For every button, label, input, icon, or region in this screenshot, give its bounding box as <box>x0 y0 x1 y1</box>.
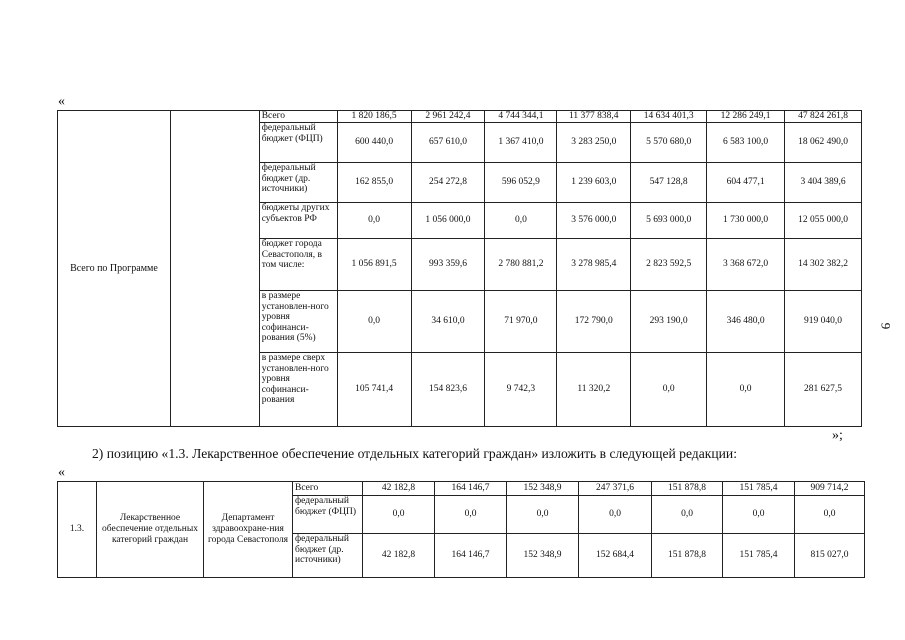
value-cell: 34 610,0 <box>411 291 485 353</box>
value-cell: 0,0 <box>723 496 795 534</box>
position-name: Лекарственное обеспечение отдельных категорий граждан <box>97 482 204 578</box>
amendment-caption: 2) позицию «1.3. Лекарственное обеспечение отдельных категорий граждан» изложить в следующей редакции: <box>92 446 737 461</box>
value-cell: 1 056 891,5 <box>337 239 411 291</box>
value-cell: 0,0 <box>707 353 785 427</box>
value-cell: 604 477,1 <box>707 163 785 203</box>
program-label-cell: Всего по Программе <box>58 111 171 427</box>
value-cell: 3 278 985,4 <box>557 239 631 291</box>
value-cell: 151 878,8 <box>652 482 723 496</box>
value-cell: 11 320,2 <box>557 353 631 427</box>
value-cell: 18 062 490,0 <box>785 123 862 163</box>
row-label: в размере установлен-ного уровня софинанси-рования (5%) <box>259 291 337 353</box>
value-cell: 9 742,3 <box>485 353 557 427</box>
value-cell: 6 583 100,0 <box>707 123 785 163</box>
value-cell: 919 040,0 <box>785 291 862 353</box>
value-cell: 247 371,6 <box>579 482 652 496</box>
close-quote: »; <box>832 428 843 443</box>
row-label: Всего <box>293 482 363 496</box>
page-number: 9 <box>878 322 894 330</box>
value-cell: 152 348,9 <box>507 482 579 496</box>
value-cell: 151 785,4 <box>723 482 795 496</box>
value-cell: 3 368 672,0 <box>707 239 785 291</box>
table-row <box>58 482 865 496</box>
value-cell: 2 780 881,2 <box>485 239 557 291</box>
value-cell: 42 182,8 <box>363 534 435 578</box>
program-total-table <box>57 110 862 427</box>
value-cell: 0,0 <box>435 496 507 534</box>
empty-cell <box>170 111 259 427</box>
value-cell: 154 823,6 <box>411 353 485 427</box>
value-cell: 3 404 389,6 <box>785 163 862 203</box>
value-cell: 3 283 250,0 <box>557 123 631 163</box>
value-cell: 254 272,8 <box>411 163 485 203</box>
value-cell: 293 190,0 <box>631 291 707 353</box>
value-cell: 151 878,8 <box>652 534 723 578</box>
value-cell: 547 128,8 <box>631 163 707 203</box>
value-cell: 0,0 <box>652 496 723 534</box>
row-label: федеральный бюджет (ФЦП) <box>259 123 337 163</box>
value-cell: 993 359,6 <box>411 239 485 291</box>
value-cell: 172 790,0 <box>557 291 631 353</box>
value-cell: 0,0 <box>579 496 652 534</box>
value-cell: 1 056 000,0 <box>411 203 485 239</box>
value-cell: 152 684,4 <box>579 534 652 578</box>
row-label: в размере сверх установлен-ного уровня софинанси-рования <box>259 353 337 427</box>
value-cell: 909 714,2 <box>795 482 865 496</box>
value-cell: 0,0 <box>631 353 707 427</box>
value-cell: 2 961 242,4 <box>411 111 485 123</box>
value-cell: 281 627,5 <box>785 353 862 427</box>
value-cell: 600 440,0 <box>337 123 411 163</box>
value-cell: 596 052,9 <box>485 163 557 203</box>
open-quote: « <box>58 94 65 109</box>
value-cell: 11 377 838,4 <box>557 111 631 123</box>
executor-cell: Департамент здравоохране-ния города Севастополя <box>204 482 293 578</box>
value-cell: 1 820 186,5 <box>337 111 411 123</box>
value-cell: 14 302 382,2 <box>785 239 862 291</box>
value-cell: 0,0 <box>337 203 411 239</box>
value-cell: 1 239 603,0 <box>557 163 631 203</box>
value-cell: 164 146,7 <box>435 482 507 496</box>
row-label: федеральный бюджет (ФЦП) <box>293 496 363 534</box>
row-label: бюджет города Севастополя, в том числе: <box>259 239 337 291</box>
value-cell: 0,0 <box>363 496 435 534</box>
value-cell: 5 693 000,0 <box>631 203 707 239</box>
value-cell: 14 634 401,3 <box>631 111 707 123</box>
table-row <box>58 111 862 123</box>
value-cell: 12 286 249,1 <box>707 111 785 123</box>
value-cell: 346 480,0 <box>707 291 785 353</box>
value-cell: 815 027,0 <box>795 534 865 578</box>
value-cell: 0,0 <box>795 496 865 534</box>
position-number: 1.3. <box>58 482 97 578</box>
value-cell: 0,0 <box>337 291 411 353</box>
row-label: бюджеты других субъектов РФ <box>259 203 337 239</box>
medication-supply-table <box>57 481 865 578</box>
value-cell: 4 744 344,1 <box>485 111 557 123</box>
value-cell: 47 824 261,8 <box>785 111 862 123</box>
value-cell: 151 785,4 <box>723 534 795 578</box>
row-label: федеральный бюджет (др. источники) <box>293 534 363 578</box>
value-cell: 5 570 680,0 <box>631 123 707 163</box>
value-cell: 42 182,8 <box>363 482 435 496</box>
value-cell: 2 823 592,5 <box>631 239 707 291</box>
value-cell: 71 970,0 <box>485 291 557 353</box>
value-cell: 0,0 <box>507 496 579 534</box>
value-cell: 1 367 410,0 <box>485 123 557 163</box>
value-cell: 152 348,9 <box>507 534 579 578</box>
value-cell: 0,0 <box>485 203 557 239</box>
value-cell: 105 741,4 <box>337 353 411 427</box>
value-cell: 3 576 000,0 <box>557 203 631 239</box>
value-cell: 657 610,0 <box>411 123 485 163</box>
open-quote: « <box>58 465 65 480</box>
row-label: Всего <box>259 111 337 123</box>
row-label: федеральный бюджет (др. источники) <box>259 163 337 203</box>
value-cell: 162 855,0 <box>337 163 411 203</box>
value-cell: 12 055 000,0 <box>785 203 862 239</box>
value-cell: 164 146,7 <box>435 534 507 578</box>
value-cell: 1 730 000,0 <box>707 203 785 239</box>
